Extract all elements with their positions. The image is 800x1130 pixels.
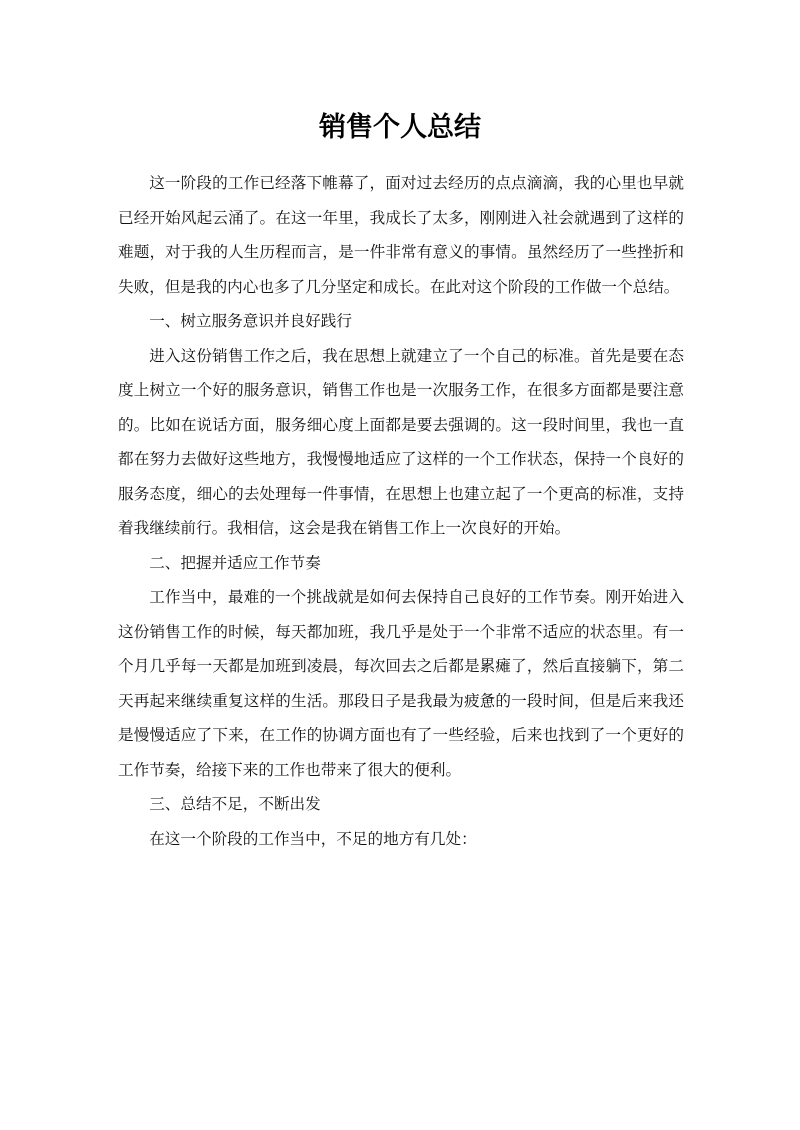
section-paragraph-2: 工作当中，最难的一个挑战就是如何去保持自己良好的工作节奏。刚开始进入这份销售工作的时候，每天都加班，我几乎是处于一个非常不适应的状态里。有一个月几乎每一天都是加班到凌晨，每次回去之后都是累瘫了，然后直接躺下，第二天再起来继续重复这样的生活。那段日子是我最为疲惫的一段时间，但是后来我还是慢慢适应了下来，在工作的协调方面也有了一些经验，后来也找到了一个更好的工作节奏，给接下来的工作也带来了很大的便利。 — [118, 588, 684, 779]
intro-paragraph: 这一阶段的工作已经落下帷幕了，面对过去经历的点点滴滴，我的心里也早就已经开始风起云涌了。在这一年里，我成长了太多，刚刚进入社会就遇到了这样的难题，对于我的人生历程而言，是一件非常有意义的事情。虽然经历了一些挫折和失败，但是我的内心也多了几分坚定和成长。在此对这个阶段的工作做一个总结。 — [118, 174, 684, 296]
page-title: 销售个人总结 — [319, 112, 481, 143]
section-heading-3: 三、总结不足，不断出发 — [149, 795, 321, 813]
document-body — [118, 166, 684, 856]
section-heading-1: 一、树立服务意识并良好践行 — [149, 312, 352, 330]
section-paragraph-3: 在这一个阶段的工作当中，不足的地方有几处： — [149, 829, 477, 848]
section-paragraph-1: 进入这份销售工作之后，我在思想上就建立了一个自己的标准。首先是要在态度上树立一个好的服务意识，销售工作也是一次服务工作，在很多方面都是要注意的。比如在说话方面，服务细心度上面都是要去强调的。这一段时间里，我也一直都在努力去做好这些地方，我慢慢地适应了这样的一个工作状态，保持一个良好的服务态度，细心的去处理每一件事情，在思想上也建立起了一个更高的标准，支持着我继续前行。我相信，这会是我在销售工作上一次良好的开始。 — [118, 346, 684, 537]
section-heading-2: 二、把握并适应工作节奏 — [149, 553, 321, 572]
